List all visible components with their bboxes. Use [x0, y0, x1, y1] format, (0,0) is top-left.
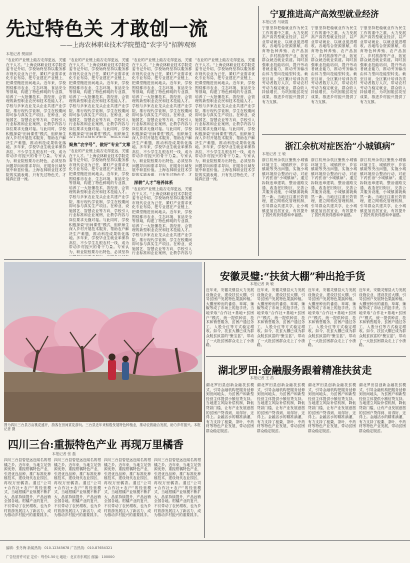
footer-line-2: 广告经营许可证 定价：每份1.50元 地址：北京市东城区 邮编：100000 — [6, 555, 115, 559]
column-divider — [204, 262, 205, 538]
zhejiang-article-col-1: 浙江杭州余杭区聚焦小城镇环境卫生、城镇秩序、乡容镇貌等突出问题，实施小城镇环境综合整治行动，对症下药医治“小城镇病”。通过拆除违章建筑、整治道路交通、改造老旧街区、完善公共服务设施，小城镇面貌焕然一新。当地还注重长效管理，建立网格化管理机制，引导群众共建共享，让小城镇更加宜居宜业，有效提升了居民的获得感和幸福感。 — [262, 158, 308, 218]
main-article-byline: 本报记者 樊丽萍 — [6, 52, 33, 56]
main-article-subhead-2: 深耕“人才”培养体系 — [134, 180, 174, 185]
hubei-article-col-4: 湖北罗田县创新金融扶贫模式，引导金融机构把服务延伸到田间地头，为贫困户和新型经营主体提供小额信贷支持。当地建立风险补偿机制，降低贷款门槛，让有产业发展意愿的贫困户贷得到、用得好、还得上。金融活水的精准滴灌，有力支持了板栗、茶叶、中药材等特色产业发展，带动贫困群众稳定脱贫。 — [359, 383, 406, 433]
zhejiang-article-byline: 本报记者 王 敏 — [262, 152, 286, 156]
sichuan-article-col-2: 四川三台县曾是远近闻名的柑橘之乡。近年来，当地立足资源优势，重振柑橘特色产业，引进优良品种，推广标准化种植技术，建设现代农业园区，再现万里橘香。通过“公司+合作社+农户”的经营模式，当地柑橘产业规模不断扩大，品质持续提升，产品远销全国各地。柑橘产业的复兴，不仅带动了农民增收，也为乡村旅游发展注入了新活力，成为推动乡村振兴的重要抓手。 — [54, 458, 101, 518]
anhui-article-col-1: 近年来，安徽灵璧县大力发展设施农业，建设扶贫大棚，引导贫困户发展特色果蔬种植。大棚里种出的番茄、草莓、辣椒等成了市场上的抢手货。当地采取“合作社+基地+贫困户”模式，统一提供种苗、技术和销售服务，贫困户通过务工、入股分红等方式稳定增收。如今，扶贫大棚已成为群众脱贫致富的“聚宝盆”，带动了一大批贫困群众走上了小康路。 — [206, 288, 254, 348]
sichuan-article-byline: 本报记者 张 磊 — [52, 452, 76, 456]
ningxia-article-col-3: 宁夏坚持把稳就业作为民生工作的重中之重，大力发展高产高效型就业经济，以产业带动就业、以就业促进增收。各地结合资源禀赋，培育特色种养殖、农产品加工、乡村旅游等产业，拓宽群众就近就业渠道。同时加强职业技能培训，提升劳动者就业能力，推动劳务输出由体力型向技能型转变。截至目前，全区累计培训各类劳动者数万人次，带动农村劳动力稳定就业，群众收入持续增长，为巩固脱贫攻坚成果、推进乡村振兴提供了有力支撑。 — [360, 26, 406, 104]
ningxia-article-col-1: 宁夏坚持把稳就业作为民生工作的重中之重，大力发展高产高效型就业经济，以产业带动就业、以就业促进增收。各地结合资源禀赋，培育特色种养殖、农产品加工、乡村旅游等产业，拓宽群众就近就业渠道。同时加强职业技能培训，提升劳动者就业能力，推动劳务输出由体力型向技能型转变。截至目前，全区累计培训各类劳动者数万人次，带动农村劳动力稳定就业，群众收入持续增长，为巩固脱贫攻坚成果、推进乡村振兴提供了有力支撑。 — [262, 26, 308, 104]
section-divider — [4, 259, 406, 260]
hubei-article-col-1: 湖北罗田县创新金融扶贫模式，引导金融机构把服务延伸到田间地头，为贫困户和新型经营主体提供小额信贷支持。当地建立风险补偿机制，降低贷款门槛，让有产业发展意愿的贫困户贷得到、用得好、还得上。金融活水的精准滴灌，有力支持了板栗、茶叶、中药材等特色产业发展，带动贫困群众稳定脱贫。 — [206, 383, 254, 433]
peach-blossom-photo — [4, 262, 202, 422]
page-footer — [0, 540, 410, 563]
footer-line-1: 编辑：张冬梅 新闻热线：010-12345678 广告热线：010-87654321 — [6, 546, 113, 550]
hubei-article-col-3: 湖北罗田县创新金融扶贫模式，引导金融机构把服务延伸到田间地头，为贫困户和新型经营主体提供小额信贷支持。当地建立风险补偿机制，降低贷款门槛，让有产业发展意愿的贫困户贷得到、用得好、还得上。金融活水的精准滴灌，有力支持了板栗、茶叶、中药材等特色产业发展，带动贫困群众稳定脱贫。 — [308, 383, 356, 433]
main-article-subtitle: ——上海农林职业技术学院塑造“农字号”招牌观察 — [60, 42, 197, 49]
orchard-illustration — [4, 262, 202, 422]
anhui-article-col-3: 近年来，安徽灵璧县大力发展设施农业，建设扶贫大棚，引导贫困户发展特色果蔬种植。大棚里种出的番茄、草莓、辣椒等成了市场上的抢手货。当地采取“合作社+基地+贫困户”模式，统一提供种苗、技术和销售服务，贫困户通过务工、入股分红等方式稳定增收。如今，扶贫大棚已成为群众脱贫致富的“聚宝盆”，带动了一大批贫困群众走上了小康路。 — [308, 288, 356, 348]
zhejiang-article-col-3: 浙江杭州余杭区聚焦小城镇环境卫生、城镇秩序、乡容镇貌等突出问题，实施小城镇环境综合整治行动，对症下药医治“小城镇病”。通过拆除违章建筑、整治道路交通、改造老旧街区、完善公共服务设施，小城镇面貌焕然一新。当地还注重长效管理，建立网格化管理机制，引导群众共建共享，让小城镇更加宜居宜业，有效提升了居民的获得感和幸福感。 — [360, 158, 406, 218]
zhejiang-article-title: 浙江余杭对症医治“小城镇病” — [285, 141, 396, 151]
anhui-article-byline: 本报记者 黄 敏 — [250, 282, 274, 286]
main-article-col-1: “农业的产业链上能否走得更远，关键在于人才。”上海农林职业技术学院党委书记介绍，学校始终坚持以服务都市现代农业为己任，紧盯产业需求优化专业布局，把专业建在产业链上，把课堂搬进田间地头。近年来，学校围绕都市农业、生态环境、食品安全等领域，构建了特色鲜明的专业群，培养了一大批懂技术、善经营、会管理的新型职业农民和技术技能人才。学校与多家农业龙头企业共建产业学院，推行现代学徒制，学生在校期间即可参与真实生产项目。在种业、设施园艺、智慧农业等方向，学校引入行业标准和企业案例，让教学内容与岗位要求无缝对接。与此同时，学校积极探索“田间课堂”模式，组织师生深入乡村开展技术服务，帮助农户解决生产难题，推动科技成果转化落地。多年来，学校毕业生就业率保持高位，不少学生扎根农村一线，成为带动乡村振兴的骨干力量。专家认为，职业院校要办出特色，必须坚持问题导向和需求导向，在服务区域发展中彰显价值。上海农林职业技术学院的实践表明，只有先过特色关，才能真正创一流。 — [6, 58, 66, 182]
sichuan-article-title: 四川三台:重振特色产业 再现万里橘香 — [8, 439, 184, 451]
ningxia-article-col-2: 宁夏坚持把稳就业作为民生工作的重中之重，大力发展高产高效型就业经济，以产业带动就业、以就业促进增收。各地结合资源禀赋，培育特色种养殖、农产品加工、乡村旅游等产业，拓宽群众就近就业渠道。同时加强职业技能培训，提升劳动者就业能力，推动劳务输出由体力型向技能型转变。截至目前，全区累计培训各类劳动者数万人次，带动农村劳动力稳定就业，群众收入持续增长，为巩固脱贫攻坚成果、推进乡村振兴提供了有力支撑。 — [311, 26, 357, 104]
column-divider — [258, 6, 259, 256]
main-article-subhead-1: 聚焦“农字号”，做好“专业”文章 — [69, 142, 131, 147]
sichuan-article-col-4: 四川三台县曾是远近闻名的柑橘之乡。近年来，当地立足资源优势，重振柑橘特色产业，引进优良品种，推广标准化种植技术，建设现代农业园区，再现万里橘香。通过“公司+合作社+农户”的经营模式，当地柑橘产业规模不断扩大，品质持续提升，产品远销全国各地。柑橘产业的复兴，不仅带动了农民增收，也为乡村旅游发展注入了新活力，成为推动乡村振兴的重要抓手。 — [154, 458, 201, 518]
hubei-article-title: 湖北罗田:金融服务跟着精准扶贫走 — [218, 366, 372, 377]
sichuan-article-col-3: 四川三台县曾是远近闻名的柑橘之乡。近年来，当地立足资源优势，重振柑橘特色产业，引进优良品种，推广标准化种植技术，建设现代农业园区，再现万里橘香。通过“公司+合作社+农户”的经营模式，当地柑橘产业规模不断扩大，品质持续提升，产品远销全国各地。柑橘产业的复兴，不仅带动了农民增收，也为乡村旅游发展注入了新活力，成为推动乡村振兴的重要抓手。 — [104, 458, 151, 518]
main-article-col-2b: “农业的产业链上能否走得更远，关键在于人才。”上海农林职业技术学院党委书记介绍，学校始终坚持以服务都市现代农业为己任，紧盯产业需求优化专业布局，把专业建在产业链上，把课堂搬进田间地头。近年来，学校围绕都市农业、生态环境、食品安全等领域，构建了特色鲜明的专业群，培养了一大批懂技术、善经营、会管理的新型职业农民和技术技能人才。学校与多家农业龙头企业共建产业学院，推行现代学徒制，学生在校期间即可参与真实生产项目。在种业、设施园艺、智慧农业等方向，学校引入行业标准和企业案例，让教学内容与岗位要求无缝对接。与此同时，学校积极探索“田间课堂”模式，组织师生深入乡村开展技术服务，帮助农户解决生产难题，推动科技成果转化落地。多年来，学校毕业生就业率保持高位，不少学生扎根农村一线，成为带动乡村振兴的骨干力量。专家认为，职业院校要办出特色，必须坚持 — [69, 149, 129, 255]
ningxia-article-byline: 本报记者 马晓霞 — [262, 20, 289, 24]
zhejiang-article-col-2: 浙江杭州余杭区聚焦小城镇环境卫生、城镇秩序、乡容镇貌等突出问题，实施小城镇环境综合整治行动，对症下药医治“小城镇病”。通过拆除违章建筑、整治道路交通、改造老旧街区、完善公共服务设施，小城镇面貌焕然一新。当地还注重长效管理，建立网格化管理机制，引导群众共建共享，让小城镇更加宜居宜业，有效提升了居民的获得感和幸福感。 — [311, 158, 357, 218]
anhui-article-title: 安徽灵璧:“扶贫大棚”种出抢手货 — [220, 272, 366, 283]
main-article-col-3b: “农业的产业链上能否走得更远，关键在于人才。”上海农林职业技术学院党委书记介绍，学校始终坚持以服务都市现代农业为己任，紧盯产业需求优化专业布局，把专业建在产业链上，把课堂搬进田间地头。近年来，学校围绕都市农业、生态环境、食品安全等领域，构建了特色鲜明的专业群，培养了一大批懂技术、善经营、会管理的新型职业农民和技术技能人才。学校与多家农业龙头企业共建产业学院，推行现代学徒制，学生在校期间即可参与真实生产项目。在种业、设施园艺、智慧农业等方向，学校引入行业标准和企业案例，让教学内容与 — [132, 187, 192, 256]
main-article-title: 先过特色关 才敢创一流 — [6, 18, 209, 40]
section-divider — [262, 134, 406, 135]
main-article-col-2: “农业的产业链上能否走得更远，关键在于人才。”上海农林职业技术学院党委书记介绍，学校始终坚持以服务都市现代农业为己任，紧盯产业需求优化专业布局，把专业建在产业链上，把课堂搬进田间地头。近年来，学校围绕都市农业、生态环境、食品安全等领域，构建了特色鲜明的专业群，培养了一大批懂技术、善经营、会管理的新型职业农民和技术技能人才。学校与多家农业龙头企业共建产业学院，推行现代学徒制，学生在校期间即可参与真实生产项目。在种业、设施园艺、智慧农业等方向，学校引入行业标准和企业案例，让教学内容与岗位要求无缝对接。与此同时，学校积极探索“田间课堂”模式，组织师生 — [69, 58, 129, 136]
anhui-article-col-4: 近年来，安徽灵璧县大力发展设施农业，建设扶贫大棚，引导贫困户发展特色果蔬种植。大棚里种出的番茄、草莓、辣椒等成了市场上的抢手货。当地采取“合作社+基地+贫困户”模式，统一提供种苗、技术和销售服务，贫困户通过务工、入股分红等方式稳定增收。如今，扶贫大棚已成为群众脱贫致富的“聚宝盆”，带动了一大批贫困群众走上了小康路。 — [359, 288, 406, 348]
photo-caption: 图为四川三台县万亩桃花盛开，游客在田间赏花游玩。三台县近年来积极发展特色种植业，推动农旅融合发展，助力乡村振兴。本报记者 摄 — [4, 423, 201, 432]
section-divider — [206, 356, 406, 357]
ningxia-article-title: 宁夏推进高产高效型就业经济 — [270, 9, 379, 19]
main-article-col-3: “农业的产业链上能否走得更远，关键在于人才。”上海农林职业技术学院党委书记介绍，学校始终坚持以服务都市现代农业为己任，紧盯产业需求优化专业布局，把专业建在产业链上，把课堂搬进田间地头。近年来，学校围绕都市农业、生态环境、食品安全等领域，构建了特色鲜明的专业群，培养了一大批懂技术、善经营、会管理的新型职业农民和技术技能人才。学校与多家农业龙头企业共建产业学院，推行现代学徒制，学生在校期间即可参与真实生产项目。在种业、设施园艺、智慧农业等方向，学校引入行业标准和企业案例，让教学内容与岗位要求无缝对接。与此同时，学校积极探索“田间课堂”模式，组织师生深入乡村开展技术服务，帮助农户解决生产难题，推动科技成果转化落地。多年来，学校毕业生就业率保持高位，不少学生扎根农村一线，成为带动乡村振兴的骨干力量。专家认为，职业院校要办出特色，必须坚持问题导向和需求导向，在服务区域发展中彰显价值。上海农林职业技术学院的实践表明，只有先过特色关，才 — [132, 58, 192, 176]
anhui-article-col-2: 近年来，安徽灵璧县大力发展设施农业，建设扶贫大棚，引导贫困户发展特色果蔬种植。大棚里种出的番茄、草莓、辣椒等成了市场上的抢手货。当地采取“合作社+基地+贫困户”模式，统一提供种苗、技术和销售服务，贫困户通过务工、入股分红等方式稳定增收。如今，扶贫大棚已成为群众脱贫致富的“聚宝盆”，带动了一大批贫困群众走上了小康路。 — [257, 288, 305, 348]
main-article-col-4: “农业的产业链上能否走得更远，关键在于人才。”上海农林职业技术学院党委书记介绍，学校始终坚持以服务都市现代农业为己任，紧盯产业需求优化专业布局，把专业建在产业链上，把课堂搬进田间地头。近年来，学校围绕都市农业、生态环境、食品安全等领域，构建了特色鲜明的专业群，培养了一大批懂技术、善经营、会管理的新型职业农民和技术技能人才。学校与多家农业龙头企业共建产业学院，推行现代学徒制，学生在校期间即可参与真实生产项目。在种业、设施园艺、智慧农业等方向，学校引入行业标准和企业案例，让教学内容与岗位要求无缝对接。与此同时，学校积极探索“田间课堂”模式，组织师生深入乡村开展技术服务，帮助农户解决生产难题，推动科技成果转化落地。多年来，学校毕业生就业率保持高位，不少学生扎根农村一线，成为带动乡村振兴的骨干力量。专家认为，职业院校要办出特色，必须坚持问题导向和需求导向，在服务区域发展中彰显价值。上海农林职业技术学院的实践表明，只有先过特色关，才能真正创一流。 — [195, 58, 255, 182]
sichuan-article-col-1: 四川三台县曾是远近闻名的柑橘之乡。近年来，当地立足资源优势，重振柑橘特色产业，引进优良品种，推广标准化种植技术，建设现代农业园区，再现万里橘香。通过“公司+合作社+农户”的经营模式，当地柑橘产业规模不断扩大，品质持续提升，产品远销全国各地。柑橘产业的复兴，不仅带动了农民增收，也为乡村旅游发展注入了新活力，成为推动乡村振兴的重要抓手。 — [4, 458, 51, 518]
hubei-article-byline: 本报记者 王 浩 — [250, 376, 274, 380]
hubei-article-col-2: 湖北罗田县创新金融扶贫模式，引导金融机构把服务延伸到田间地头，为贫困户和新型经营主体提供小额信贷支持。当地建立风险补偿机制，降低贷款门槛，让有产业发展意愿的贫困户贷得到、用得好、还得上。金融活水的精准滴灌，有力支持了板栗、茶叶、中药材等特色产业发展，带动贫困群众稳定脱贫。 — [257, 383, 305, 433]
